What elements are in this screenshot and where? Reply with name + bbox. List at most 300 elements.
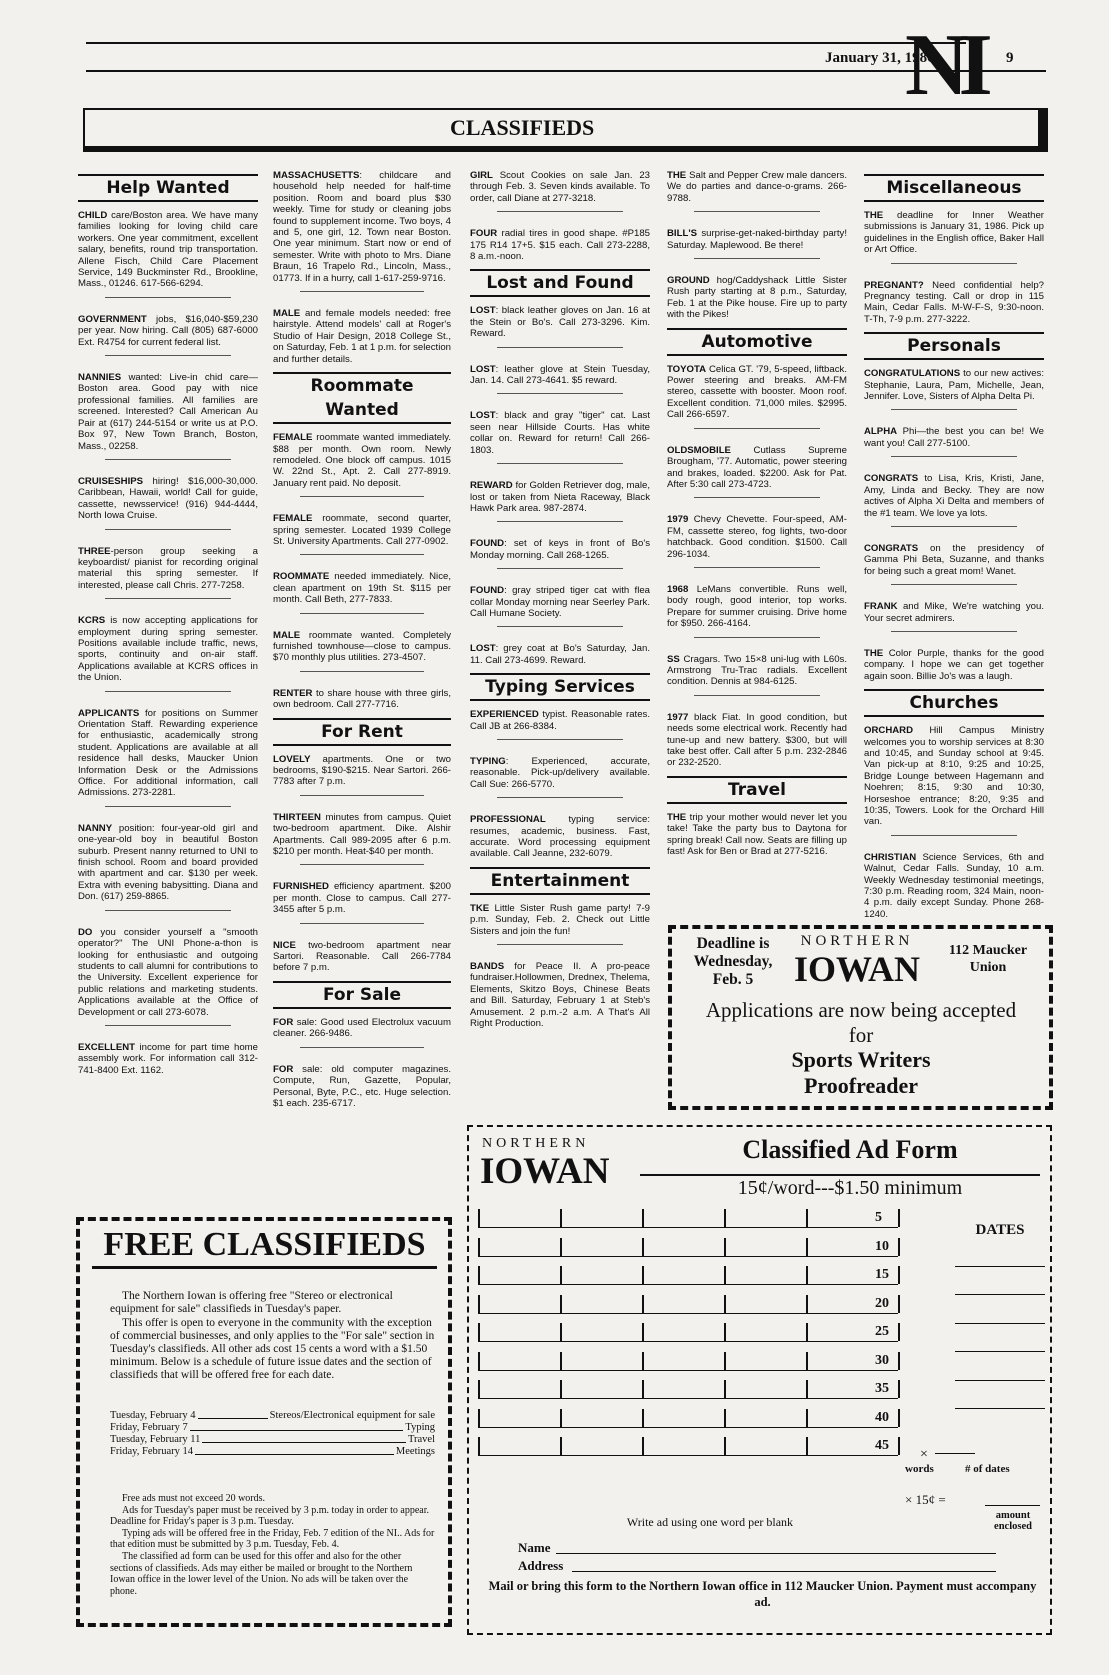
schedule-section: Stereos/Electronical equipment for sale (269, 1410, 435, 1421)
section-heading-typing: Typing Services (470, 673, 650, 701)
ad-list (470, 903, 650, 1030)
blank-divider (898, 1380, 900, 1398)
classified-ad (470, 364, 650, 387)
row-word-count: 45 (875, 1438, 889, 1453)
ad-text: minutes from campus. Quiet two-bedroom apartment. Dike. Alshir Apartments. Call 989-2095 after 6 p.m. $210 per month. Heat-$40 per month. (273, 811, 451, 858)
ad-lead-word: THREE (78, 545, 111, 557)
ad-lead-word: SS (667, 653, 680, 665)
blank-divider (806, 1409, 808, 1427)
schedule-date: Tuesday, February 4 (110, 1410, 196, 1421)
ad-text: Science Services, 6th and Walnut, Cedar Falls. Sunday, 10 a.m. Weekly Wednesday testimonial meetings, 7:30 p.m. Reading room, 324 Main, noon-4 p.m. daily except Sunday. Phone 268-1240. (864, 851, 1044, 920)
word-blank-row[interactable] (478, 1356, 898, 1371)
classified-ad (273, 308, 451, 365)
ad-separator (300, 795, 425, 796)
row-word-count: 25 (875, 1324, 889, 1339)
ad-text: care/Boston area. We have many families looking for loving child care workers. One year commitment, excellent salary, benefits, round trip transportation. Allene Fisch, Child Care Placement Service, 149 Buckminster Rd., Brookline, Mass., 01246. 617-566-6294. (78, 210, 258, 290)
blank-divider (806, 1238, 808, 1256)
classified-ad (470, 538, 650, 561)
ad-lead-word: BILL'S (667, 228, 697, 240)
ad-separator (105, 910, 231, 911)
ad-separator (694, 211, 820, 212)
ad-text: to Lisa, Kris, Kristi, Jane, Amy, Linda and Becky. They are now actives of Alpha Xi Delta and members of the #1 team. We love ya lots. (864, 473, 1044, 519)
ad-text: trip your mother would never let you take! Take the party bus to Daytona for spring break! Call now. Seats are filling up fast! Ask for Ben or Brad at 277-5216. (667, 811, 847, 858)
ad-separator (694, 497, 820, 498)
ad-separator (300, 496, 425, 497)
classified-ad (78, 210, 258, 290)
ad-separator (891, 409, 1017, 410)
ad-lead-word: GIRL (470, 170, 493, 181)
row-word-count: 5 (875, 1210, 882, 1225)
ad-separator (105, 806, 231, 807)
blank-divider (898, 1295, 900, 1313)
column-5 (864, 170, 1044, 927)
deadline-text: Deadline is Wednesday, Feb. 5 (693, 935, 773, 988)
classified-ad (470, 305, 650, 339)
form-title-rule (640, 1174, 1040, 1176)
blank-divider (806, 1266, 808, 1284)
free-note-4: The classified ad form can be used for this offer and also for the other sections of classifieds. Ads may either be mailed or brought to the Northern Iowan office in the lower level of the Union. No ads will be taken over the phone. (110, 1550, 413, 1597)
ad-list (273, 1017, 451, 1109)
position-sports-writers: Sports Writers (791, 1047, 931, 1072)
position-proofreader: Proofreader (803, 1073, 919, 1098)
ad-separator (105, 459, 231, 460)
ad-text: hog/Caddyshack Little Sister Rush party starting at 8 p.m., Saturday, Feb. 1 at the Pike house. Fire up to party with the Pikes! (667, 275, 847, 321)
classified-ad (864, 852, 1044, 920)
blank-divider (806, 1209, 808, 1227)
rate-calculation: × 15¢ = (905, 1492, 946, 1507)
ad-lead-word: CONGRATS (864, 473, 919, 485)
name-field[interactable] (556, 1553, 996, 1554)
form-rate: 15¢/word---$1.50 minimum (737, 1177, 963, 1199)
blank-divider (806, 1437, 808, 1455)
ad-text: black Fiat. In good condition, but needs some electrical work. Recently had tune-up and new battery. $300, but will take best offer. Call after 5 p.m. 232-2846 or 232-2520. (667, 711, 847, 769)
ad-text: wanted: Live-in chid care—Boston area. Good pay with nice professional families. All families are screened. Interested? Call American Au Pair at (617) 244-5154 or write us at P.O. Box 97, New Town Branch, Boston, Mass., 02258. (78, 372, 258, 452)
ad-separator (105, 1025, 231, 1026)
ad-text: two-bedroom apartment near Sartori. Reasonable. Call 266-7784 before 7 p.m. (273, 939, 451, 974)
ad-text: roommate, second quarter, spring semester. Located 1939 College St. University Apartments. Call 277-0902. (273, 513, 451, 547)
name-label: Name (518, 1540, 551, 1555)
section-heading-personals: Personals (864, 332, 1044, 360)
classified-ad (667, 812, 847, 858)
classified-ad (78, 314, 258, 348)
row-word-count: 35 (875, 1381, 889, 1396)
blank-divider (724, 1209, 726, 1227)
ad-list (273, 170, 451, 365)
date-blank[interactable] (955, 1294, 1045, 1295)
schedule-section: Meetings (395, 1446, 435, 1457)
ad-text: for Peace II. A pro-peace fundraiser.Hollowmen, Drednex, Thelema, Elements, Skitzo Boys, Chinese Beats and Bill. Saturday, February 1 at Steb's Amusement. 2 p.m.-2 a.m. A That's All Right Production. (470, 961, 650, 1030)
section-heading-rent: For Rent (273, 718, 451, 746)
ad-separator (105, 355, 231, 356)
ad-lead-word: ROOMMATE (273, 571, 330, 583)
blank-divider (898, 1209, 900, 1227)
ad-lead-word: FURNISHED (273, 881, 329, 893)
classified-ad (273, 940, 451, 974)
ad-list (864, 210, 1044, 325)
schedule-leader-line (190, 1422, 404, 1431)
blank-divider (898, 1323, 900, 1341)
ad-lead-word: FOR (273, 1063, 294, 1075)
section-heading-churches: Churches (864, 689, 1044, 717)
blank-divider (898, 1409, 900, 1427)
dates-label: DATES (975, 1222, 1025, 1238)
blank-divider (642, 1437, 644, 1455)
form-instructions: Write ad using one word per blank (626, 1515, 794, 1529)
ad-separator (694, 695, 820, 696)
ad-lead-word: TYPING (470, 755, 506, 767)
amount-blank[interactable] (985, 1505, 1040, 1506)
ad-separator (105, 598, 231, 599)
header-rule-bottom (86, 70, 1046, 72)
address-field[interactable] (572, 1571, 996, 1572)
ad-lead-word: FOUR (470, 228, 498, 240)
ad-separator (300, 613, 425, 614)
ad-separator (694, 567, 820, 568)
blank-divider (806, 1380, 808, 1398)
blank-divider (724, 1295, 726, 1313)
word-blank-row[interactable] (478, 1270, 898, 1285)
blank-divider (560, 1380, 562, 1398)
blank-divider (478, 1409, 480, 1427)
times-symbol: × (920, 1447, 928, 1462)
row-word-count: 20 (875, 1295, 889, 1311)
blank-divider (560, 1409, 562, 1427)
ad-lead-word: FOUND (470, 585, 505, 597)
blank-divider (724, 1352, 726, 1370)
classified-ad (78, 927, 258, 1018)
classified-ad (78, 372, 258, 452)
ad-lead-word: ORCHARD (864, 725, 914, 737)
for-text: for (848, 1023, 874, 1047)
section-heading-automotive: Automotive (667, 328, 847, 356)
ad-list (470, 170, 650, 262)
classified-ad (667, 584, 847, 630)
ad-lead-word: THE (864, 210, 884, 221)
ad-text: deadline for Inner Weather submissions is January 31, 1986. Pick up guidelines in the English office, Baker Hall or Art Office. (864, 210, 1044, 256)
classified-ad (470, 814, 650, 860)
number-of-dates-label: # of dates (965, 1463, 1010, 1475)
classified-ad (864, 426, 1044, 449)
ad-separator (497, 211, 623, 212)
ad-lead-word: EXPERIENCED (470, 709, 539, 721)
free-paragraph-1: The Northern Iowan is offering free "Stereo or electronical equipment for sale" classifieds in Tuesday's paper. (110, 1290, 393, 1315)
free-classifieds-body (110, 1290, 435, 1383)
ad-separator (105, 297, 231, 298)
ad-separator (497, 521, 623, 522)
classified-ad (273, 630, 451, 664)
ad-text: LeMans convertible. Runs well, body rough, good interior, top works. Prepare for summer cruising. Drive home for $950. 266-4164. (667, 583, 847, 630)
classified-ad (864, 648, 1044, 682)
date-blank[interactable] (955, 1323, 1045, 1324)
blank-divider (724, 1323, 726, 1341)
blank-divider (898, 1266, 900, 1284)
blank-divider (478, 1295, 480, 1313)
ad-lead-word: 1977 (667, 711, 689, 723)
classified-ad (864, 543, 1044, 577)
ad-text: Little Sister Rush game party! 7-9 p.m. Sunday, Feb. 2. Check out Little Sisters and join the fun! (470, 902, 650, 937)
ad-lead-word: OLDSMOBILE (667, 444, 731, 456)
section-heading-lost-found: Lost and Found (470, 269, 650, 297)
ad-separator (694, 428, 820, 429)
classified-ad (470, 170, 650, 204)
ad-separator (694, 258, 820, 259)
ad-text: to our new actives: Stephanie, Laura, Pam, Michelle, Jean, Jennifer. Love, Sisters of Alpha Delta Pi. (864, 368, 1044, 403)
classified-ad (667, 514, 847, 560)
ad-text: Color Purple, thanks for the good company. I hope we can get together again soon. Billie Jo's was a laugh. (864, 647, 1044, 682)
classified-ad (273, 1064, 451, 1110)
blank-divider (642, 1380, 644, 1398)
classified-ad (470, 709, 650, 732)
classified-ad (667, 445, 847, 491)
page-number: 9 (1006, 50, 1014, 66)
classified-ad (78, 1042, 258, 1076)
word-blank-row[interactable] (478, 1299, 898, 1314)
blank-divider (642, 1238, 644, 1256)
schedule-date: Tuesday, February 11 (110, 1434, 201, 1445)
blank-divider (724, 1380, 726, 1398)
ad-list (864, 725, 1044, 920)
ad-lead-word: APPLICANTS (78, 707, 140, 719)
words-label: words (905, 1463, 934, 1475)
ad-text: efficiency apartment. $200 per month. Close to campus. Call 277-3455 after 5 p.m. (273, 881, 451, 916)
classified-ad (78, 823, 258, 903)
ad-lead-word: ALPHA (864, 426, 898, 438)
ad-separator (300, 554, 425, 555)
classified-ad (470, 643, 650, 666)
classified-ad (470, 228, 650, 262)
issue-date: January 31, 1986 (825, 50, 935, 66)
free-paragraph-2: This offer is open to everyone in the community with the exception of commercial businesses, and only applies to the "For sale" section in Tuesday's classifieds. All other ads cost 15 cents a word with a $1.50 minimum. Below is a schedule of future issue dates and the section of classifieds that will be offered free for each date. (110, 1317, 435, 1381)
classified-ad (470, 961, 650, 1029)
ad-text: : set of keys in front of Bo's Monday morning. Call 268-1265. (470, 538, 650, 561)
schedule-row (110, 1446, 435, 1458)
classified-ad (273, 170, 451, 284)
ad-text: Cragars. Two 15×8 uni-lug with L60s. Armstrong Tru-Trac radials. Excellent condition. Dennis at 984-6125. (667, 653, 847, 688)
ad-lead-word: 1968 (667, 583, 689, 595)
blank-divider (560, 1437, 562, 1455)
ad-list (78, 210, 258, 1076)
classified-ad (864, 473, 1044, 519)
ad-lead-word: PREGNANT? (864, 279, 924, 291)
date-blank[interactable] (955, 1408, 1045, 1409)
ad-text: hiring! $16,000-30,000. Caribbean, Hawaii, world! Call for guide, cassette, newsservice! (916) 944-4444, North Iowa Cruise. (78, 475, 258, 522)
section-heading-sale: For Sale (273, 981, 451, 1009)
ad-lead-word: CONGRATULATIONS (864, 368, 961, 380)
ad-separator (497, 797, 623, 798)
blank-divider (724, 1238, 726, 1256)
ad-lead-word: THE (864, 647, 884, 659)
blank-divider (806, 1295, 808, 1313)
blank-divider (478, 1323, 480, 1341)
column-help-wanted (78, 170, 258, 1083)
date-blank[interactable] (955, 1266, 1045, 1267)
dates-count-blank[interactable] (935, 1453, 975, 1454)
date-blank[interactable] (955, 1380, 1045, 1381)
ad-text: roommate wanted. Completely furnished townhouse—close to campus. $70 monthly plus utilities. 273-4507. (273, 629, 451, 664)
ad-separator (300, 864, 425, 865)
ad-text: Scout Cookies on sale Jan. 23 through Feb. 3. Seven kinds available. To order, call Diane at 277-3218. (470, 170, 650, 204)
ad-lead-word: RENTER (273, 687, 313, 699)
ad-text: and female models needed: free hairstyle. Attend models' call at Roger's Studio of Hair Design, 2018 College St., on Saturday, Feb. 1 at 1 p.m. for selection and further details. (273, 308, 451, 365)
word-blank-row[interactable] (478, 1441, 898, 1456)
classified-ad (864, 210, 1044, 256)
schedule-section: Travel (407, 1434, 435, 1445)
ad-lead-word: REWARD (470, 480, 513, 492)
blank-divider (898, 1352, 900, 1370)
address-label: Address (518, 1558, 564, 1573)
classified-ad (667, 275, 847, 321)
classified-ad (667, 170, 847, 204)
ad-separator (497, 944, 623, 945)
ad-text: on the presidency of Gamma Phi Beta, Suzanne, and thanks for being such a great mom! Wanet. (864, 542, 1044, 577)
ad-lead-word: FOUND (470, 538, 505, 550)
ad-text: Salt and Pepper Crew male dancers. We do parties and dance-o-grams. 266-9788. (667, 170, 847, 204)
ad-lead-word: GOVERNMENT (78, 313, 147, 325)
ad-lead-word: LOVELY (273, 753, 311, 765)
classified-ad (78, 546, 258, 592)
ad-separator (300, 291, 425, 292)
ad-list (667, 812, 847, 858)
ad-text: you consider yourself a "smooth operator?" The UNI Phone-a-thon is looking for enthusiastic and outgoing students to call alumni for contributions to the University. Excellent experience for public relations and marketing students. Applications available at the Office of Development or call 273-6078. (78, 926, 258, 1018)
ad-text: income for part time home assembly work. For information call 312-741-8400 Ext. 1162. (78, 1041, 258, 1076)
blank-divider (724, 1409, 726, 1427)
classified-ad (470, 480, 650, 514)
classified-ad (273, 688, 451, 711)
classified-ad (273, 1017, 451, 1040)
classified-ad (470, 585, 650, 619)
ad-lead-word: NICE (273, 939, 296, 951)
ad-lead-word: LOST (470, 643, 496, 655)
blank-divider (560, 1295, 562, 1313)
ad-lead-word: FEMALE (273, 513, 313, 525)
ad-lead-word: FRANK (864, 601, 898, 613)
blank-divider (478, 1380, 480, 1398)
classified-ad (667, 364, 847, 421)
classified-ad (273, 754, 451, 788)
ad-separator (891, 263, 1017, 264)
page-title: CLASSIFIEDS (450, 115, 595, 140)
blank-divider (642, 1295, 644, 1313)
office-location: 112 Maucker Union (948, 943, 1028, 975)
classified-ad (667, 228, 847, 251)
ad-text: : gray striped tiger cat with flea collar Monday morning near Seerley Park. Call Humane Society. (470, 585, 650, 619)
free-note-1: Free ads must not exceed 20 words. (122, 1493, 266, 1504)
classified-ad (667, 712, 847, 769)
ad-text: for positions on Summer Orientation Staff. Rewarding experience for enthusiastic, academically strong student. Applications are available at all residence hall desks, Maucker Union Information Desk or the Admissions Office. For additional information, call Admissions. 273-2281. (78, 707, 258, 799)
form-title: Classified Ad Form (742, 1135, 958, 1164)
form-masthead-iowan: IOWAN (480, 1151, 610, 1192)
word-blank-row[interactable] (478, 1384, 898, 1399)
row-word-count: 30 (875, 1352, 889, 1368)
blank-divider (478, 1437, 480, 1455)
ad-lead-word: PROFESSIONAL (470, 814, 546, 826)
ad-lead-word: CHRISTIAN (864, 851, 917, 863)
free-note-2: Ads for Tuesday's paper must be received by 3 p.m. today in order to appear. Deadline for Friday's paper is 3 p.m. Tuesday. (110, 1504, 430, 1528)
classified-ad (273, 812, 451, 858)
ad-text: : black leather gloves on Jan. 16 at the Stein or Bo's. Call 273-3296. Kim. Reward. (470, 305, 650, 340)
classified-ad (78, 708, 258, 799)
masthead-iowan: IOWAN (793, 949, 921, 989)
ad-separator (891, 584, 1017, 585)
ad-separator (891, 526, 1017, 527)
blank-divider (898, 1238, 900, 1256)
word-blank-row[interactable] (478, 1327, 898, 1342)
word-blank-row[interactable] (478, 1213, 898, 1228)
word-blank-row[interactable] (478, 1413, 898, 1428)
ad-lead-word: NANNIES (78, 372, 122, 384)
ad-list (273, 754, 451, 974)
ad-text: : grey coat at Bo's Saturday, Jan. 11. Call 273-4699. Reward. (470, 643, 650, 666)
section-heading-travel: Travel (667, 776, 847, 804)
word-blank-row[interactable] (478, 1242, 898, 1257)
blank-divider (642, 1352, 644, 1370)
classified-ad (273, 432, 451, 489)
blank-divider (478, 1352, 480, 1370)
classified-ad (864, 725, 1044, 828)
classified-ad (864, 280, 1044, 326)
ad-lead-word: MALE (273, 629, 301, 641)
schedule-row (110, 1434, 435, 1446)
blank-divider (478, 1209, 480, 1227)
ad-list (864, 368, 1044, 682)
classified-ad (78, 615, 258, 683)
header-rule-top (86, 42, 966, 44)
ad-text: : leather glove at Stein Tuesday, Jan. 14. Call 273-4641. $5 reward. (470, 363, 650, 387)
blank-divider (560, 1209, 562, 1227)
ad-text: : black and gray "tiger" cat. Last seen near Hillside Courts. Has white collar on. Reward for return! Call 266-1803. (470, 410, 650, 456)
ad-lead-word: LOST (470, 363, 496, 375)
ad-text: Hill Campus Ministry welcomes you to worship services at 8:30 and 10:45, and Sunday school at 9:45. Van pick-up at 8:10, 9:25 and 10:25, Bridge Lounge between Hagemann and Noehren; 8:15, 9:30 and 10:30, Horseshoe entrance; 8:20, 9:35 and 10:35, Towers. Look for the Orchard Hill van. (864, 725, 1044, 828)
blank-divider (724, 1266, 726, 1284)
ad-lead-word: GROUND (667, 275, 710, 287)
ad-text: for Golden Retriever dog, male, lost or taken from Nieta Raceway, Black Hawk Park area. 987-2874. (470, 480, 650, 514)
ad-text: Chevy Chevette. Four-speed, AM-FM, cassette stereo, fog lights, two-door hatchback. Good condition. $1500. Call 296-1034. (667, 514, 847, 560)
ad-lead-word: FEMALE (273, 432, 313, 444)
ad-separator (497, 463, 623, 464)
free-schedule (110, 1410, 435, 1458)
ad-text: and Mike, We're watching you. Your secret admirers. (864, 601, 1044, 624)
schedule-date: Friday, February 14 (110, 1446, 194, 1457)
ad-text: jobs, $16,040-$59,230 per year. Now hiring. Call (805) 687-6000 Ext. R4754 for current federal list. (78, 313, 258, 348)
row-word-count: 10 (875, 1238, 889, 1254)
ad-text: position: four-year-old girl and one-year-old boy in beautiful Boston suburb. Present nanny returned to UNI to finish school. Room and board provided with apartment and car. $130 per week. Extra with evening babysitting. Diana and Don. (617) 259-8865. (78, 822, 258, 903)
date-blank[interactable] (955, 1351, 1045, 1352)
ad-lead-word: LOST (470, 410, 496, 422)
ad-lead-word: THIRTEEN (273, 811, 321, 823)
ad-text: -person group seeking a keyboardist/ pianist for recording original material this spring semester. If interested, please call Chris. 277-7258. (78, 545, 258, 591)
classified-ad (78, 476, 258, 522)
blank-divider (642, 1323, 644, 1341)
blank-divider (724, 1437, 726, 1455)
blank-divider (806, 1352, 808, 1370)
ad-lead-word: THE (667, 811, 687, 823)
ad-lead-word: MALE (273, 308, 301, 320)
ad-text: typist. Reasonable rates. Call JB at 266-8384. (470, 709, 650, 732)
ad-list (667, 170, 847, 321)
section-heading-help-wanted: Help Wanted (78, 174, 258, 202)
classified-ad (667, 654, 847, 688)
schedule-leader-line (198, 1410, 268, 1419)
ad-list (667, 364, 847, 769)
ad-text: : Experienced, accurate, reasonable. Pick-up/delivery available. Call Sue: 266-5770. (470, 755, 650, 790)
ad-lead-word: MASSACHUSETTS (273, 170, 360, 181)
ad-separator (497, 568, 623, 569)
blank-divider (478, 1266, 480, 1284)
ad-list (273, 432, 451, 711)
blank-divider (642, 1266, 644, 1284)
classified-ad (273, 513, 451, 547)
schedule-section: Typing (405, 1422, 435, 1433)
